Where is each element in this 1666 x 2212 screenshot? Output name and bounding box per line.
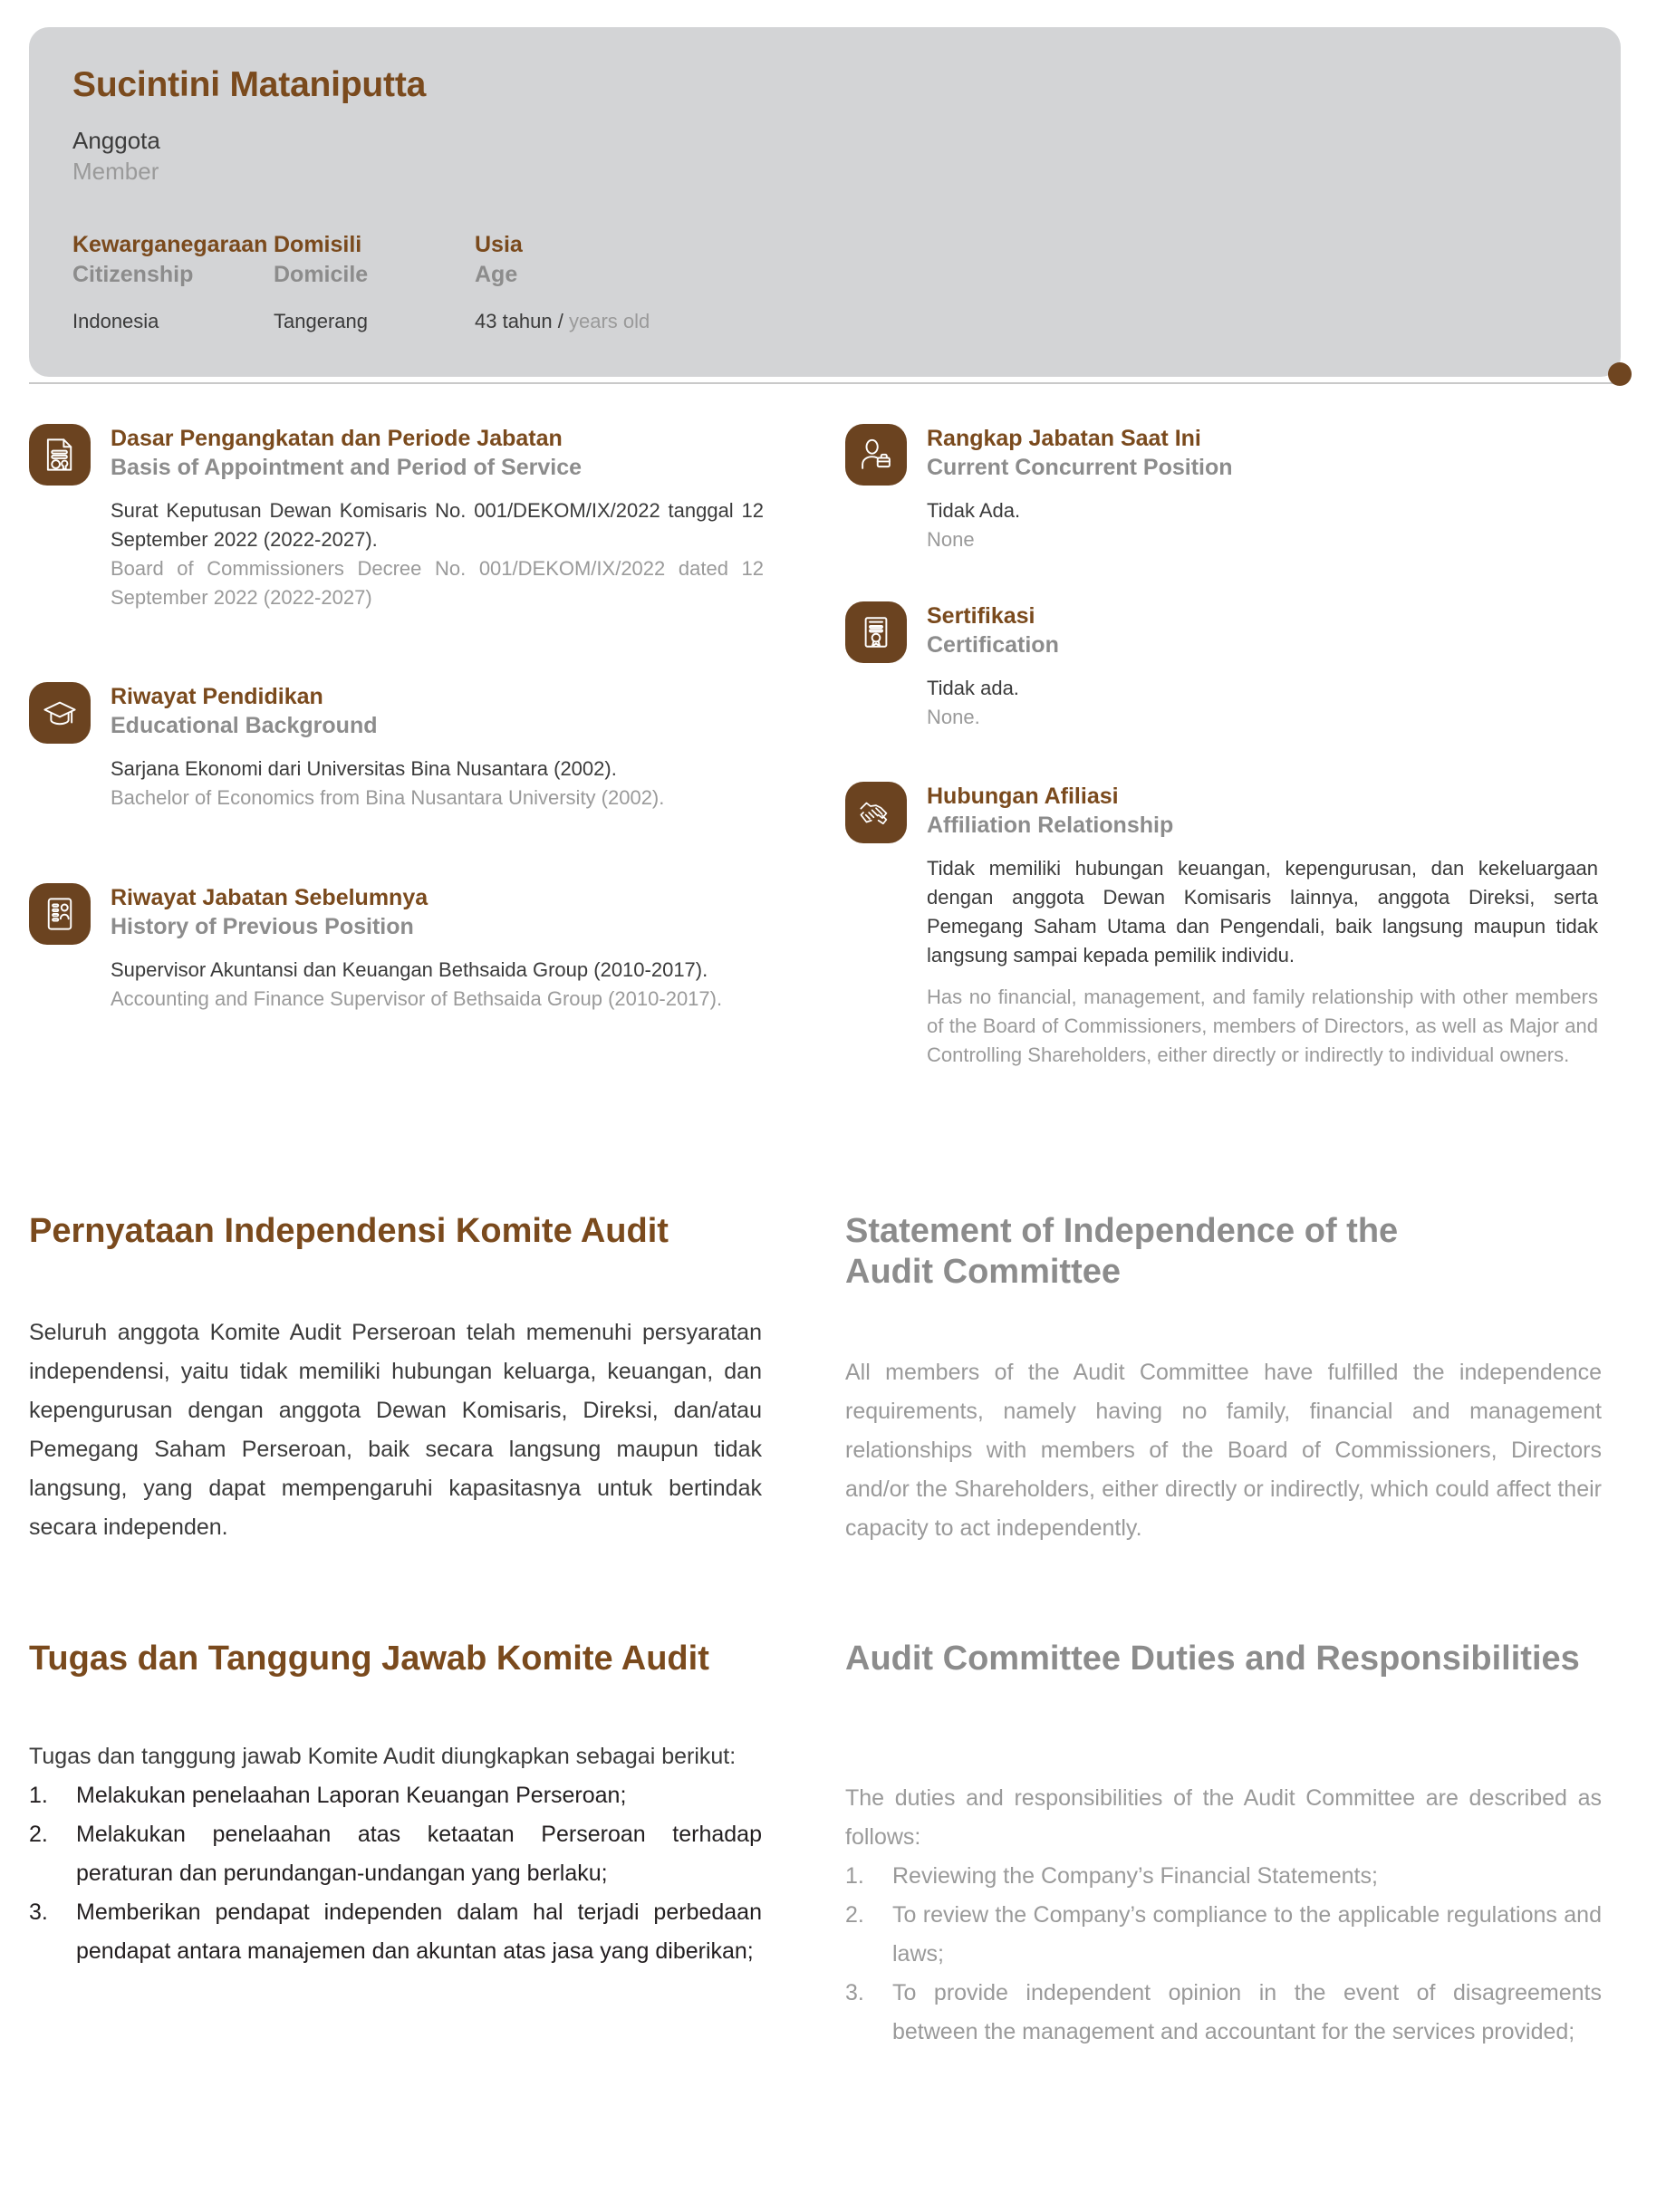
section-current-concurrent-position xyxy=(845,424,1598,554)
list-item-number: 3. xyxy=(845,1980,864,2006)
section-title-en: Basis of Appointment and Period of Service xyxy=(111,454,582,480)
section-text-en: Bachelor of Economics from Bina Nusantara University (2002). xyxy=(111,786,665,810)
section-basis-of-appointment xyxy=(29,424,764,612)
section-text-en: Board of Commissioners Decree No. 001/DEKOM/IX/2022 dated 12 September 2022 (2022-2027) xyxy=(111,556,764,609)
section-title-en: Affiliation Relationship xyxy=(927,813,1174,839)
independence-left-column xyxy=(29,1211,827,1549)
duties-left-column xyxy=(29,1639,827,2052)
section-title-en: Current Concurrent Position xyxy=(927,454,1233,480)
fact-value-main: 43 tahun / xyxy=(475,310,563,333)
fact-age xyxy=(475,230,746,335)
section-affiliation-relationship xyxy=(845,782,1598,1069)
section-text-id: Surat Keputusan Dewan Komisaris No. 001/DEKOM/IX/2022 tanggal 12 September 2022 (2022-2027). xyxy=(111,498,764,551)
independence-body-en: All members of the Audit Committee have fulfilled the independence requirements, namely having no family, financial and management relationships with members of the Board of Commissioners, Directors and/or the Shareholders, either directly or indirectly, which could affect their capacity to act independently. xyxy=(845,1360,1602,1542)
section-educational-background xyxy=(29,682,764,813)
profile-role-english: Member xyxy=(72,157,159,185)
section-independence-statement xyxy=(29,1211,1625,1549)
fact-value-main: Indonesia xyxy=(72,310,159,333)
duties-title-id: Tugas dan Tanggung Jawab Komite Audit xyxy=(29,1640,709,1678)
section-text-en: None. xyxy=(927,705,980,728)
list-item-number: 2. xyxy=(845,1902,864,1928)
duties-intro-en: The duties and responsibilities of the Audit Committee are described as follows: xyxy=(845,1785,1602,1851)
handshake-icon xyxy=(845,782,907,843)
independence-title-id: Pernyataan Independensi Komite Audit xyxy=(29,1211,669,1250)
fact-value-sub: years old xyxy=(563,310,650,333)
card-underline-divider xyxy=(29,382,1621,384)
list-item xyxy=(845,1896,1602,1974)
icon-sections-right-column xyxy=(827,424,1625,1104)
section-title-en: Educational Background xyxy=(111,713,378,739)
profile-card xyxy=(29,27,1621,377)
list-item-text: Memberikan pendapat independen dalam hal terjadi perbedaan pendapat antara manajemen dan akuntan atas jasa yang diberikan; xyxy=(76,1899,762,1965)
section-text-en: None xyxy=(927,527,975,551)
fact-label-en: Age xyxy=(475,261,518,287)
section-text-id: Supervisor Akuntansi dan Keuangan Bethsaida Group (2010-2017). xyxy=(111,958,708,982)
card-corner-dot xyxy=(1608,362,1632,386)
list-item xyxy=(29,1893,762,1971)
section-previous-position xyxy=(29,883,764,1014)
duties-list-id xyxy=(29,1776,762,1971)
section-body xyxy=(111,682,764,813)
list-item-text: Melakukan penelaahan Laporan Keuangan Perseroan; xyxy=(76,1783,627,1809)
fact-value xyxy=(72,309,274,335)
certificate-icon xyxy=(845,601,907,663)
fact-label-id: Kewarganegaraan xyxy=(72,232,268,258)
independence-title-en: Statement of Independence of the Audit Committee xyxy=(845,1211,1399,1291)
list-item-number: 1. xyxy=(29,1783,48,1809)
section-text-id: Tidak memiliki hubungan keuangan, kepengurusan, dan kekeluargaan dengan anggota Dewan Komisaris lainnya, anggota Direksi, serta Pemegang Saham Utama dan Pengendali, baik langsung maupun tidak langsung sampai kepada pemilik individu. xyxy=(927,857,1598,967)
independence-body-id: Seluruh anggota Komite Audit Perseroan telah memenuhi persyaratan independensi, yaitu tidak memiliki hubungan keluarga, keuangan, dan kepengurusan dengan anggota Dewan Komisaris, Direksi, dan/atau Pemegang Saham Perseroan, baik secara langsung maupun tidak langsung, yang dapat mempengaruhi kapasitasnya untuk bertindak secara independen. xyxy=(29,1319,762,1540)
list-item xyxy=(845,1857,1602,1896)
section-title-id: Sertifikasi xyxy=(927,602,1035,629)
section-title-id: Riwayat Jabatan Sebelumnya xyxy=(111,885,429,911)
duties-right-column xyxy=(827,1639,1625,2052)
duties-title-en: Audit Committee Duties and Responsibilities xyxy=(845,1640,1580,1678)
document-person-icon xyxy=(29,424,91,486)
section-title-en: Certification xyxy=(927,631,1059,658)
section-duties-responsibilities xyxy=(29,1639,1625,2052)
section-title-id: Dasar Pengangkatan dan Periode Jabatan xyxy=(111,425,563,451)
list-item xyxy=(845,1974,1602,2052)
list-item xyxy=(29,1776,762,1815)
section-text-en: Accounting and Finance Supervisor of Bethsaida Group (2010-2017). xyxy=(111,987,723,1011)
list-item-text: To provide independent opinion in the event of disagreements between the management and accountant for the services provided; xyxy=(892,1980,1602,2045)
section-title-en: History of Previous Position xyxy=(111,914,414,940)
duties-intro-id: Tugas dan tanggung jawab Komite Audit diungkapkan sebagai berikut: xyxy=(29,1744,737,1770)
fact-label-id: Domisili xyxy=(274,232,362,258)
section-body xyxy=(927,782,1598,1069)
fact-citizenship xyxy=(72,230,274,335)
section-text-id: Tidak Ada. xyxy=(927,498,1021,522)
section-title-id: Hubungan Afiliasi xyxy=(927,784,1119,810)
list-item-number: 3. xyxy=(29,1899,48,1926)
fact-value-main: Tangerang xyxy=(274,310,368,333)
list-item-text: To review the Company’s compliance to the applicable regulations and laws; xyxy=(892,1902,1602,1967)
section-text-en: Has no financial, management, and family relationship with other members of the Board of Commissioners, members of Directors, as well as Major and Controlling Shareholders, either directly or indirectly to individual owners. xyxy=(927,986,1598,1066)
list-item-text: Reviewing the Company’s Financial Statements; xyxy=(892,1863,1378,1890)
list-item-number: 1. xyxy=(845,1863,864,1890)
icon-sections xyxy=(0,424,1666,1104)
profile-role-indonesian: Anggota xyxy=(72,126,160,154)
fact-label-id: Usia xyxy=(475,232,523,258)
graduation-cap-icon xyxy=(29,682,91,744)
list-item-number: 2. xyxy=(29,1822,48,1848)
icon-sections-left-column xyxy=(29,424,827,1104)
section-body xyxy=(111,883,764,1014)
profile-card-wrapper xyxy=(29,27,1621,377)
statement-sections xyxy=(0,1211,1666,2052)
section-title-id: Riwayat Pendidikan xyxy=(111,684,323,710)
duties-list-en xyxy=(845,1857,1602,2052)
fact-value xyxy=(475,309,746,335)
section-body xyxy=(111,424,764,612)
section-body xyxy=(927,601,1598,732)
fact-value xyxy=(274,309,475,335)
fact-label-en: Domicile xyxy=(274,261,369,287)
list-item xyxy=(29,1815,762,1893)
profile-name: Sucintini Mataniputta xyxy=(72,65,427,104)
person-briefcase-icon xyxy=(845,424,907,486)
id-card-icon xyxy=(29,883,91,945)
profile-facts xyxy=(72,230,1577,335)
fact-domicile xyxy=(274,230,475,335)
section-title-id: Rangkap Jabatan Saat Ini xyxy=(927,425,1201,451)
section-text-id: Sarjana Ekonomi dari Universitas Bina Nusantara (2002). xyxy=(111,757,617,781)
independence-right-column xyxy=(827,1211,1625,1549)
list-item-text: Melakukan penelaahan atas ketaatan Perseroan terhadap peraturan dan perundangan-undangan yang berlaku; xyxy=(76,1822,762,1887)
section-text-id: Tidak ada. xyxy=(927,676,1019,699)
section-certification xyxy=(845,601,1598,732)
fact-label-en: Citizenship xyxy=(72,261,194,287)
section-body xyxy=(927,424,1598,554)
